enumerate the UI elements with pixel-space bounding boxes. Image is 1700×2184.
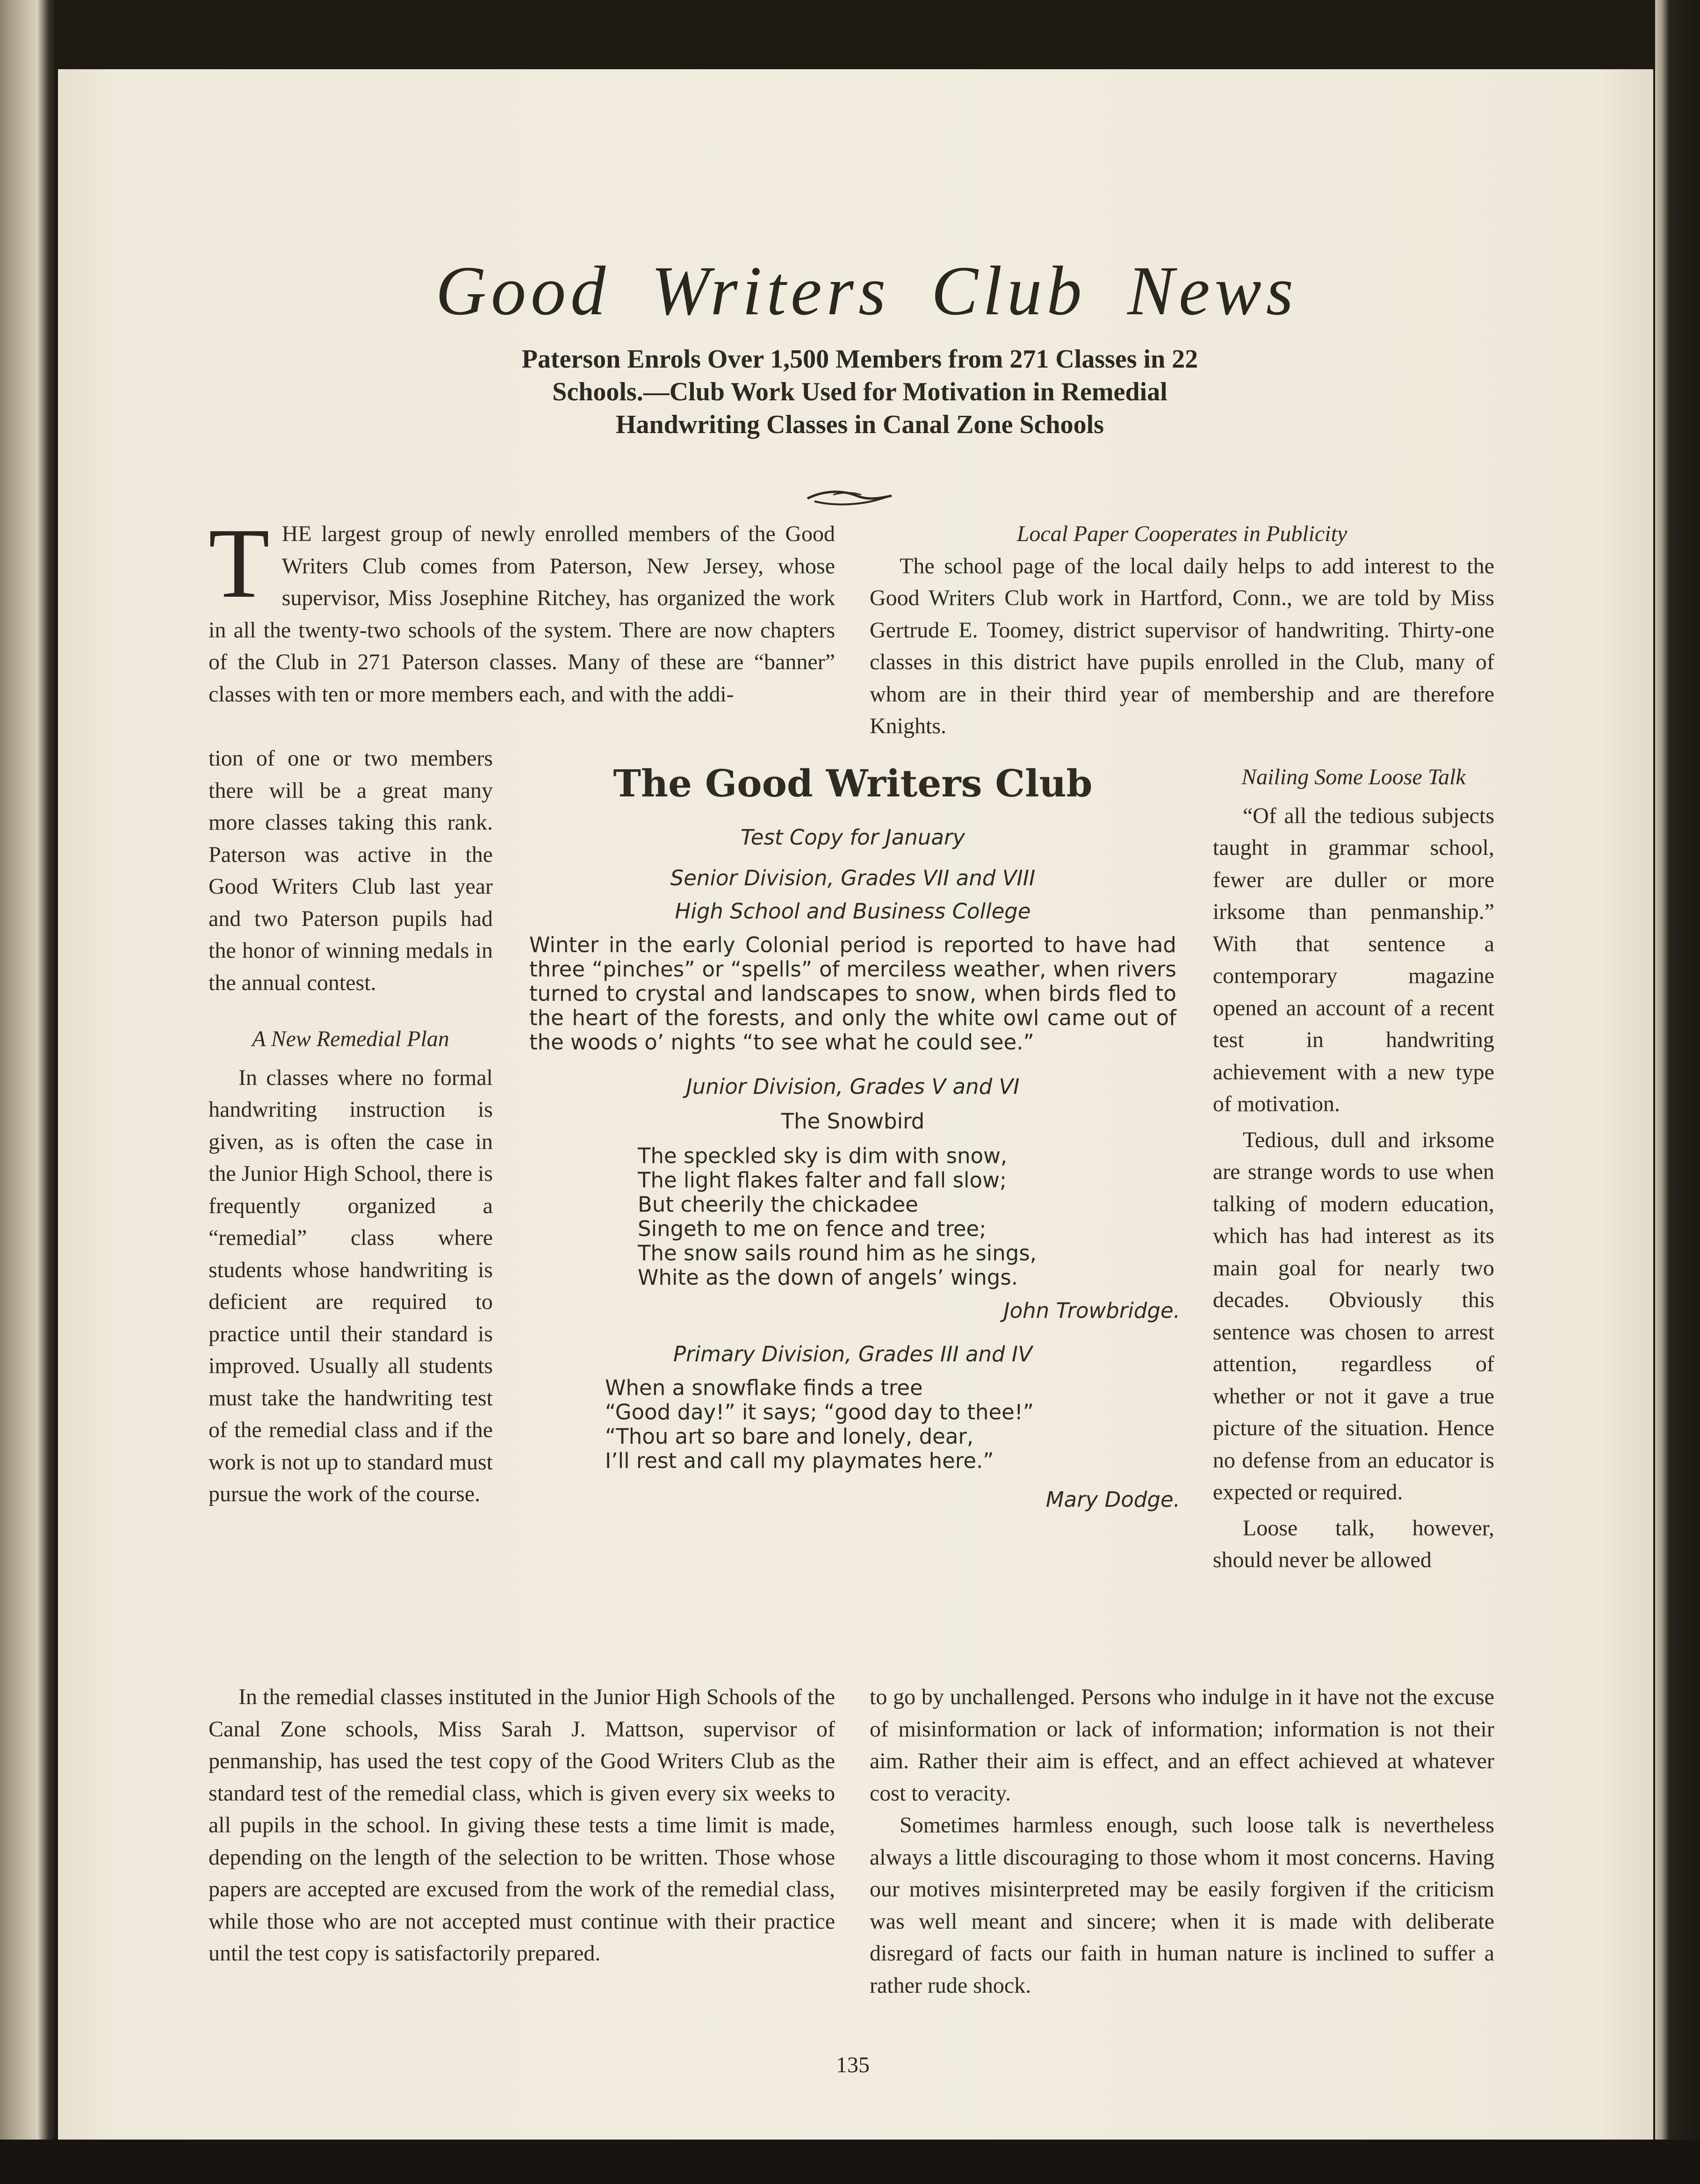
nailing-paragraph-2: Tedious, dull and irksome are strange words to use when talking of modern education, which has had interest as its main goal for nearly two decades. Obviously this sentence was chosen to arrest attention, regardless of whether or not it gave a true picture of the situation. Hence no defense from an educator is expected or required.	[1213, 1127, 1494, 1504]
page-edge-right	[1655, 0, 1700, 2184]
poem-line: The snow sails round him as he sings,	[638, 1241, 1037, 1266]
bottom-right-column	[870, 1681, 1494, 2002]
poem-line: Singeth to me on fence and tree;	[638, 1216, 987, 1241]
facing-page-edge	[0, 0, 55, 2184]
intro-continuation: tion of one or two members there will be a great many more classes taking this rank. Paterson was active in the Good Writers Club last year and two Paterson pupils had the honor of winning medals in the annual contest.	[209, 746, 493, 995]
page-number: 135	[836, 2053, 870, 2077]
high-school-heading: High School and Business College	[675, 899, 1031, 924]
nailing-paragraph-1: “Of all the tedious subjects taught in grammar school, fewer are duller or more irksome than penmanship.” With that sentence a contemporary magazine opened an account of a recent test in handwriting achievement with a new type of motivation.	[1213, 803, 1494, 1116]
bottom-left-column	[209, 1681, 835, 1970]
loose-talk-continuation: to go by unchallenged. Persons who indulge in it have not the excuse of misinformation or lack of information; information is not their aim. Rather their aim is effect, and an effect achieved at whatever cost to veracity.	[870, 1685, 1494, 1806]
scan-border-top	[0, 0, 1700, 69]
poem-author: John Trowbridge.	[1003, 1298, 1180, 1323]
page-subtitle: Paterson Enrols Over 1,500 Members from 271 Classes in 22 Schools.—Club Work Used for Motivation in Remedial Handwriting Classes in Canal Zone Schools	[521, 345, 1198, 439]
verse-line: “Thou art so bare and lonely, dear,	[605, 1424, 974, 1449]
verse-line: When a snowflake finds a tree	[605, 1375, 923, 1400]
remedial-heading: A New Remedial Plan	[252, 1027, 449, 1051]
magazine-page	[58, 69, 1653, 2140]
canal-zone-paragraph: In the remedial classes instituted in the Junior High Schools of the Canal Zone schools, Miss Sarah J. Mattson, supervisor of penmanship, has used the test copy of the Good Writers Club as the standard test of the remedial class, which is given every six weeks to all pupils in the school. In giving these tests a time limit is made, depending on the length of the selection to be written. Those whose papers are accepted are excused from the work of the remedial class, while those who are not accepted must continue with their practice until the test copy is satisfactorily prepared.	[209, 1685, 835, 1966]
primary-verse	[526, 1376, 1180, 1473]
scan-border-bottom	[0, 2140, 1700, 2184]
poem-line: White as the down of angels’ wings.	[638, 1265, 1018, 1290]
right-narrow-column	[1213, 761, 1494, 1577]
local-paper-paragraph: The school page of the local daily helps to add interest to the Good Writers Club work in Hartford, Conn., we are told by Miss Gertrude E. Toomey, district supervisor of handwriting. Thirty-one classes in this district have pupils enrolled in the Club, many of whom are in their third year of membership and are therefore Knights.	[870, 553, 1494, 738]
test-copy-heading: Test Copy for January	[740, 825, 965, 850]
poem-title: The Snowbird	[781, 1109, 925, 1134]
page-title: Good Writers Club News	[435, 252, 1298, 330]
right-top-column	[870, 518, 1494, 743]
nailing-heading: Nailing Some Loose Talk	[1241, 765, 1466, 789]
poem-line: But cheerily the chickadee	[638, 1192, 918, 1217]
verse-line: “Good day!” it says; “good day to thee!”	[605, 1400, 1034, 1425]
senior-division-heading: Senior Division, Grades VII and VIII	[670, 866, 1036, 890]
box-title: The Good Writers Club	[613, 761, 1093, 805]
primary-division-heading: Primary Division, Grades III and IV	[673, 1342, 1032, 1367]
snowbird-poem	[526, 1144, 1180, 1290]
drop-cap: T	[209, 508, 270, 619]
senior-test-text: Winter in the early Colonial period is reported to have had three “pinches” or “spells” of merciless weather, when rivers turned to crystal and landscapes to snow, when birds fled to the heart of the forests, and only the white owl came out of the woods o’ nights “to see what he could see.”	[529, 933, 1176, 1055]
loose-talk-paragraph: Sometimes harmless enough, such loose talk is nevertheless always a little discouraging to those whom it most concerns. Having our motives misinterpreted may be easily forgiven if the criticism was well meant and sincere; when it is made with deliberate disregard of facts our faith in human nature is inclined to suffer a rather rude shock.	[870, 1813, 1494, 1998]
intro-article	[209, 508, 835, 710]
nailing-paragraph-3-start: Loose talk, however, should never be allowed	[1213, 1515, 1494, 1572]
junior-division-heading: Junior Division, Grades V and VI	[686, 1074, 1020, 1099]
left-narrow-column	[209, 743, 493, 1511]
verse-line: I’ll rest and call my playmates here.”	[605, 1448, 994, 1473]
ornament-flourish-icon	[805, 485, 894, 509]
poem-line: The speckled sky is dim with snow,	[638, 1143, 1008, 1168]
remedial-paragraph: In classes where no formal handwriting instruction is given, as is often the case in the Junior High School, there is frequently organized a “remedial” class where students whose handwriting is deficient are required to practice until their standard is improved. Usually all students must take the handwriting test of the remedial class and if the work is not up to standard must pursue the work of the course.	[209, 1065, 493, 1506]
verse-author: Mary Dodge.	[1045, 1487, 1180, 1512]
test-copy-box	[526, 757, 1180, 1512]
local-paper-heading: Local Paper Cooperates in Publicity	[1016, 521, 1347, 546]
intro-paragraph: HE largest group of newly enrolled members of the Good Writers Club comes from Paterson, New Jersey, whose supervisor, Miss Josephine Ritchey, has organized the work in all the twenty-two schools of the system. There are now chapters of the Club in 271 Paterson classes. Many of these are “banner” classes with ten or more members each, and with the addi-	[209, 521, 835, 707]
poem-line: The light flakes falter and fall slow;	[638, 1168, 1007, 1193]
